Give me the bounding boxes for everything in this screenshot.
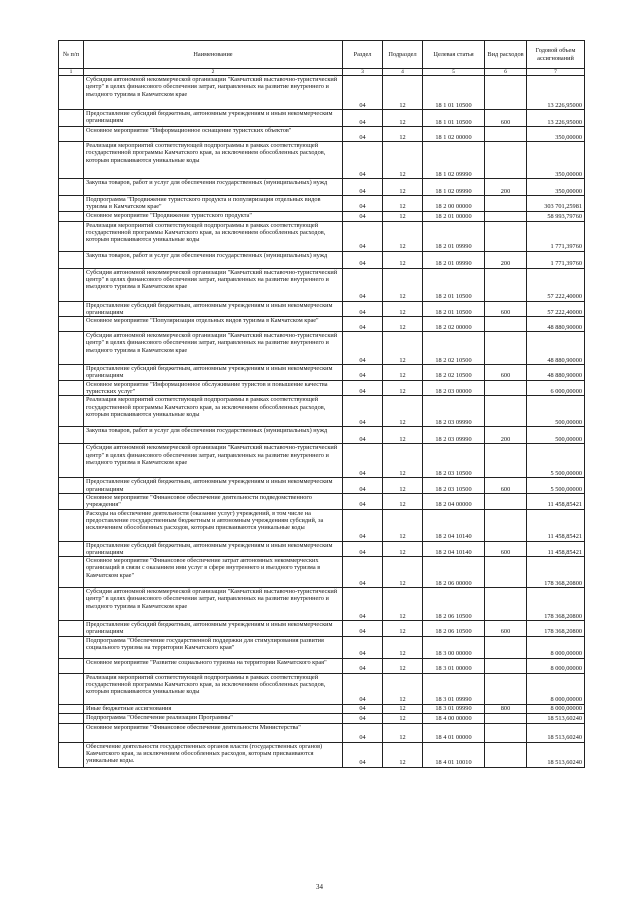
row-razdel: 04 (343, 317, 383, 332)
row-amount: 18 513,60240 (527, 713, 585, 723)
column-index: 7 (527, 69, 585, 76)
row-amount: 57 222,40000 (527, 268, 585, 301)
page-number: 34 (316, 883, 323, 891)
header-no: № п/п (59, 41, 84, 69)
header-podrazdel: Подраздел (383, 41, 423, 69)
row-razdel: 04 (343, 557, 383, 588)
row-name: Расходы на обеспечение деятельности (оказание услуг) учреждений, в том числе на предоставление государственным бюджетным и автономным учреждениям субсидий, за исключением обособленных расходов, которым присваиваются уникальные коды (84, 509, 343, 541)
table-row (59, 658, 585, 673)
row-expense-type (485, 557, 527, 588)
row-podrazdel: 12 (383, 251, 423, 268)
row-podrazdel: 12 (383, 509, 423, 541)
row-name: Основное мероприятие "Популяризация отдельных видов туризма в Камчатском крае" (84, 317, 343, 332)
row-name: Реализация мероприятий соответствующей подпрограммы в рамках соответствующей государственной программы Камчатского края, за исключением обособленных расходов, которым присваиваются уникальные коды (84, 396, 343, 427)
row-expense-type: 600 (485, 621, 527, 637)
row-name: Субсидия автономной некоммерческой организации "Камчатский выставочно-туристический центр" в целях финансового обеспечения затрат, направленных на развитие внутреннего и въездного туризма в Камчатском крае (84, 332, 343, 365)
row-podrazdel: 12 (383, 179, 423, 196)
row-podrazdel: 12 (383, 636, 423, 658)
row-amount: 1 771,39760 (527, 251, 585, 268)
row-razdel: 04 (343, 110, 383, 127)
row-target-article: 18 1 01 10500 (423, 110, 485, 127)
row-amount: 18 513,60240 (527, 742, 585, 767)
row-expense-type: 600 (485, 541, 527, 557)
row-razdel: 04 (343, 493, 383, 509)
row-podrazdel: 12 (383, 673, 423, 704)
row-podrazdel: 12 (383, 493, 423, 509)
row-amount: 8 000,00000 (527, 704, 585, 713)
row-target-article: 18 3 01 09990 (423, 704, 485, 713)
row-razdel: 04 (343, 221, 383, 251)
row-razdel: 04 (343, 723, 383, 742)
row-expense-type (485, 317, 527, 332)
table-row (59, 211, 585, 221)
table-row (59, 268, 585, 301)
row-amount: 48 880,90000 (527, 332, 585, 365)
row-number (59, 713, 84, 723)
row-number (59, 541, 84, 557)
row-amount: 178 368,20800 (527, 557, 585, 588)
row-name: Основное мероприятие "Финансовое обеспечение деятельности подведомственного учреждения" (84, 493, 343, 509)
row-target-article: 18 1 02 09990 (423, 179, 485, 196)
row-name: Закупка товаров, работ и услуг для обеспечения государственных (муниципальных) нужд (84, 427, 343, 444)
row-amount: 48 880,90000 (527, 365, 585, 381)
row-target-article: 18 2 01 10500 (423, 301, 485, 317)
row-number (59, 704, 84, 713)
row-podrazdel: 12 (383, 427, 423, 444)
budget-table (58, 40, 585, 768)
row-razdel: 04 (343, 742, 383, 767)
row-razdel: 04 (343, 444, 383, 478)
row-target-article: 18 2 00 00000 (423, 196, 485, 212)
row-number (59, 396, 84, 427)
row-amount: 11 458,85421 (527, 509, 585, 541)
row-expense-type (485, 723, 527, 742)
row-number (59, 478, 84, 494)
row-expense-type: 800 (485, 704, 527, 713)
table-row (59, 110, 585, 127)
row-podrazdel: 12 (383, 332, 423, 365)
row-expense-type (485, 127, 527, 142)
table-row (59, 742, 585, 767)
row-razdel: 04 (343, 380, 383, 396)
row-razdel: 04 (343, 76, 383, 110)
row-amount: 5 500,00000 (527, 444, 585, 478)
row-amount: 11 458,85421 (527, 493, 585, 509)
row-amount: 350,00000 (527, 127, 585, 142)
row-name: Иные бюджетные ассигнования (84, 704, 343, 713)
row-podrazdel: 12 (383, 588, 423, 621)
row-name: Реализация мероприятий соответствующей подпрограммы в рамках соответствующей государственной программы Камчатского края, за исключением обособленных расходов, которым присваиваются уникальные коды (84, 221, 343, 251)
row-expense-type (485, 142, 527, 179)
header-row (59, 41, 585, 69)
row-expense-type (485, 493, 527, 509)
table-row (59, 179, 585, 196)
table-row (59, 127, 585, 142)
row-expense-type: 600 (485, 365, 527, 381)
row-expense-type (485, 268, 527, 301)
row-target-article: 18 4 00 00000 (423, 713, 485, 723)
row-name: Реализация мероприятий соответствующей подпрограммы в рамках соответствующей государственной программы Камчатского края, за исключением обособленных расходов, которым присваиваются уникальные коды (84, 142, 343, 179)
row-target-article: 18 3 00 00000 (423, 636, 485, 658)
row-amount: 5 500,00000 (527, 478, 585, 494)
budget-table-sheet (58, 40, 584, 768)
row-name: Подпрограмма "Продвижение туристского продукта и популяризация отдельных видов туризма в Камчатском крае" (84, 196, 343, 212)
row-number (59, 251, 84, 268)
column-index: 5 (423, 69, 485, 76)
row-target-article: 18 2 06 00000 (423, 557, 485, 588)
table-row (59, 723, 585, 742)
table-row (59, 493, 585, 509)
row-amount: 500,00000 (527, 396, 585, 427)
row-razdel: 04 (343, 268, 383, 301)
row-expense-type (485, 742, 527, 767)
row-podrazdel: 12 (383, 142, 423, 179)
row-number (59, 142, 84, 179)
row-number (59, 196, 84, 212)
row-target-article: 18 2 03 09990 (423, 427, 485, 444)
row-name: Обеспечение деятельности государственных органов власти (государственных органов) Камчатского края, за исключением обособленных расходов, которым присваиваются уникальные коды. (84, 742, 343, 767)
row-expense-type: 600 (485, 478, 527, 494)
table-row (59, 478, 585, 494)
row-expense-type (485, 76, 527, 110)
row-target-article: 18 2 01 00000 (423, 211, 485, 221)
header-expense-type: Вид расходов (485, 41, 527, 69)
row-target-article: 18 4 01 10010 (423, 742, 485, 767)
row-target-article: 18 4 01 00000 (423, 723, 485, 742)
row-target-article: 18 2 02 10500 (423, 332, 485, 365)
table-row (59, 588, 585, 621)
row-expense-type (485, 221, 527, 251)
header-annual-amount: Годовой объем ассигнований (527, 41, 585, 69)
column-index: 3 (343, 69, 383, 76)
row-number (59, 636, 84, 658)
row-podrazdel: 12 (383, 723, 423, 742)
row-razdel: 04 (343, 196, 383, 212)
row-podrazdel: 12 (383, 127, 423, 142)
row-name: Закупка товаров, работ и услуг для обеспечения государственных (муниципальных) нужд (84, 251, 343, 268)
row-razdel: 04 (343, 142, 383, 179)
row-expense-type (485, 658, 527, 673)
row-amount: 58 993,79760 (527, 211, 585, 221)
row-amount: 13 226,95000 (527, 110, 585, 127)
row-number (59, 179, 84, 196)
column-index: 1 (59, 69, 84, 76)
row-expense-type (485, 636, 527, 658)
table-row (59, 444, 585, 478)
row-razdel: 04 (343, 127, 383, 142)
table-row (59, 196, 585, 212)
row-podrazdel: 12 (383, 221, 423, 251)
row-podrazdel: 12 (383, 396, 423, 427)
row-amount: 48 880,90000 (527, 317, 585, 332)
row-podrazdel: 12 (383, 444, 423, 478)
row-expense-type (485, 673, 527, 704)
row-number (59, 557, 84, 588)
row-target-article: 18 2 04 10140 (423, 509, 485, 541)
row-amount: 500,00000 (527, 427, 585, 444)
row-amount: 13 226,95000 (527, 76, 585, 110)
row-expense-type (485, 713, 527, 723)
row-amount: 303 701,25981 (527, 196, 585, 212)
table-row (59, 221, 585, 251)
row-name: Подпрограмма "Обеспечение реализации Программы" (84, 713, 343, 723)
table-row (59, 317, 585, 332)
row-podrazdel: 12 (383, 76, 423, 110)
table-row (59, 557, 585, 588)
column-index-row (59, 69, 585, 76)
row-number (59, 211, 84, 221)
row-podrazdel: 12 (383, 704, 423, 713)
row-number (59, 301, 84, 317)
row-amount: 8 000,00000 (527, 673, 585, 704)
table-row (59, 541, 585, 557)
row-razdel: 04 (343, 396, 383, 427)
row-podrazdel: 12 (383, 742, 423, 767)
row-amount: 11 458,85421 (527, 541, 585, 557)
row-number (59, 588, 84, 621)
row-podrazdel: 12 (383, 713, 423, 723)
row-number (59, 76, 84, 110)
row-razdel: 04 (343, 588, 383, 621)
row-expense-type (485, 509, 527, 541)
table-row (59, 509, 585, 541)
header-target-article: Целевая статья (423, 41, 485, 69)
row-target-article: 18 3 01 09990 (423, 673, 485, 704)
table-row (59, 76, 585, 110)
row-podrazdel: 12 (383, 478, 423, 494)
column-index: 4 (383, 69, 423, 76)
row-expense-type (485, 332, 527, 365)
row-expense-type (485, 211, 527, 221)
row-number (59, 332, 84, 365)
row-target-article: 18 2 06 10500 (423, 621, 485, 637)
row-name: Предоставление субсидий бюджетным, автономным учреждениям и иным некоммерческим организациям (84, 110, 343, 127)
row-razdel: 04 (343, 658, 383, 673)
row-number (59, 317, 84, 332)
row-name: Субсидия автономной некоммерческой организации "Камчатский выставочно-туристический центр" в целях финансового обеспечения затрат, направленных на развитие внутреннего и въездного туризма в Камчатском крае (84, 268, 343, 301)
row-name: Основное мероприятие "Развитие социального туризма на территории Камчатского края" (84, 658, 343, 673)
table-row (59, 332, 585, 365)
row-target-article: 18 2 04 10140 (423, 541, 485, 557)
row-razdel: 04 (343, 713, 383, 723)
row-amount: 8 000,00000 (527, 658, 585, 673)
row-name: Основное мероприятие "Информационное обслуживание туристов и повышение качества туристских услуг" (84, 380, 343, 396)
row-podrazdel: 12 (383, 196, 423, 212)
table-row (59, 427, 585, 444)
row-name: Предоставление субсидий бюджетным, автономным учреждениям и иным некоммерческим организациям (84, 301, 343, 317)
row-target-article: 18 3 01 00000 (423, 658, 485, 673)
row-name: Субсидия автономной некоммерческой организации "Камчатский выставочно-туристический центр" в целях финансового обеспечения затрат, направленных на развитие внутреннего и въездного туризма в Камчатском крае (84, 444, 343, 478)
row-number (59, 658, 84, 673)
header-name: Наименование (84, 41, 343, 69)
row-number (59, 509, 84, 541)
row-target-article: 18 2 04 00000 (423, 493, 485, 509)
row-amount: 6 000,00000 (527, 380, 585, 396)
row-amount: 350,00000 (527, 179, 585, 196)
row-target-article: 18 2 03 00000 (423, 380, 485, 396)
row-name: Закупка товаров, работ и услуг для обеспечения государственных (муниципальных) нужд (84, 179, 343, 196)
row-amount: 57 222,40000 (527, 301, 585, 317)
row-expense-type: 200 (485, 427, 527, 444)
row-amount: 18 513,60240 (527, 723, 585, 742)
row-number (59, 127, 84, 142)
row-razdel: 04 (343, 365, 383, 381)
row-expense-type: 200 (485, 251, 527, 268)
table-row (59, 301, 585, 317)
row-number (59, 493, 84, 509)
row-target-article: 18 2 01 09990 (423, 251, 485, 268)
row-podrazdel: 12 (383, 557, 423, 588)
row-target-article: 18 2 06 10500 (423, 588, 485, 621)
row-podrazdel: 12 (383, 658, 423, 673)
row-razdel: 04 (343, 509, 383, 541)
row-number (59, 110, 84, 127)
row-podrazdel: 12 (383, 110, 423, 127)
row-number (59, 673, 84, 704)
row-amount: 178 368,20800 (527, 621, 585, 637)
row-name: Субсидия автономной некоммерческой организации "Камчатский выставочно-туристический центр" в целях финансового обеспечения затрат, направленных на развитие внутреннего и въездного туризма в Камчатском крае (84, 76, 343, 110)
row-target-article: 18 2 03 09990 (423, 396, 485, 427)
row-target-article: 18 2 02 00000 (423, 317, 485, 332)
row-number (59, 380, 84, 396)
row-name: Основное мероприятие "Продвижение туристского продукта" (84, 211, 343, 221)
row-podrazdel: 12 (383, 211, 423, 221)
table-row (59, 396, 585, 427)
row-podrazdel: 12 (383, 380, 423, 396)
row-expense-type (485, 380, 527, 396)
table-row (59, 365, 585, 381)
table-row (59, 704, 585, 713)
row-name: Предоставление субсидий бюджетным, автономным учреждениям и иным некоммерческим организациям (84, 365, 343, 381)
row-target-article: 18 2 02 10500 (423, 365, 485, 381)
row-target-article: 18 2 01 09990 (423, 221, 485, 251)
row-razdel: 04 (343, 332, 383, 365)
row-razdel: 04 (343, 211, 383, 221)
row-razdel: 04 (343, 251, 383, 268)
table-row (59, 380, 585, 396)
row-razdel: 04 (343, 621, 383, 637)
row-name: Предоставление субсидий бюджетным, автономным учреждениям и иным некоммерческим организациям (84, 621, 343, 637)
column-index: 6 (485, 69, 527, 76)
row-podrazdel: 12 (383, 365, 423, 381)
row-expense-type (485, 196, 527, 212)
row-name: Основное мероприятие "Финансовое обеспечение деятельности Министерства" (84, 723, 343, 742)
row-number (59, 365, 84, 381)
row-amount: 1 771,39760 (527, 221, 585, 251)
table-row (59, 621, 585, 637)
column-index: 2 (84, 69, 343, 76)
row-razdel: 04 (343, 179, 383, 196)
row-razdel: 04 (343, 636, 383, 658)
row-name: Подпрограмма "Обеспечение государственной поддержки для стимулирования развития социального туризма на территории Камчатского края" (84, 636, 343, 658)
row-razdel: 04 (343, 478, 383, 494)
row-number (59, 621, 84, 637)
row-razdel: 04 (343, 673, 383, 704)
row-target-article: 18 2 01 10500 (423, 268, 485, 301)
row-name: Реализация мероприятий соответствующей подпрограммы в рамках соответствующей государственной программы Камчатского края, за исключением обособленных расходов, которым присваиваются уникальные коды (84, 673, 343, 704)
row-number (59, 427, 84, 444)
row-name: Субсидия автономной некоммерческой организации "Камчатский выставочно-туристический центр" в целях финансового обеспечения затрат, направленных на развитие внутреннего и въездного туризма в Камчатском крае (84, 588, 343, 621)
row-podrazdel: 12 (383, 541, 423, 557)
row-target-article: 18 1 02 09990 (423, 142, 485, 179)
row-razdel: 04 (343, 704, 383, 713)
row-number (59, 742, 84, 767)
row-expense-type: 600 (485, 301, 527, 317)
row-target-article: 18 1 02 00000 (423, 127, 485, 142)
row-number (59, 268, 84, 301)
row-amount: 8 000,00000 (527, 636, 585, 658)
row-target-article: 18 1 01 10500 (423, 76, 485, 110)
row-number (59, 221, 84, 251)
row-podrazdel: 12 (383, 317, 423, 332)
row-razdel: 04 (343, 301, 383, 317)
row-expense-type: 600 (485, 110, 527, 127)
row-amount: 350,00000 (527, 142, 585, 179)
row-expense-type (485, 444, 527, 478)
table-row (59, 251, 585, 268)
header-razdel: Раздел (343, 41, 383, 69)
row-podrazdel: 12 (383, 621, 423, 637)
row-amount: 178 368,20800 (527, 588, 585, 621)
table-row (59, 713, 585, 723)
row-name: Предоставление субсидий бюджетным, автономным учреждениям и иным некоммерческим организациям (84, 478, 343, 494)
row-expense-type (485, 396, 527, 427)
row-razdel: 04 (343, 541, 383, 557)
row-name: Основное мероприятие "Финансовое обеспечение затрат автономных некоммерческих организаций в связи с оказанием ими услуг в сфере внутреннего и въездного туризма в Камчатском крае" (84, 557, 343, 588)
row-podrazdel: 12 (383, 301, 423, 317)
row-target-article: 18 2 03 10500 (423, 478, 485, 494)
row-razdel: 04 (343, 427, 383, 444)
table-row (59, 142, 585, 179)
row-number (59, 444, 84, 478)
row-number (59, 723, 84, 742)
row-target-article: 18 2 03 10500 (423, 444, 485, 478)
table-row (59, 636, 585, 658)
table-row (59, 673, 585, 704)
row-expense-type: 200 (485, 179, 527, 196)
row-podrazdel: 12 (383, 268, 423, 301)
row-expense-type (485, 588, 527, 621)
row-name: Предоставление субсидий бюджетным, автономным учреждениям и иным некоммерческим организациям (84, 541, 343, 557)
row-name: Основное мероприятие "Информационное оснащение туристских объектов" (84, 127, 343, 142)
